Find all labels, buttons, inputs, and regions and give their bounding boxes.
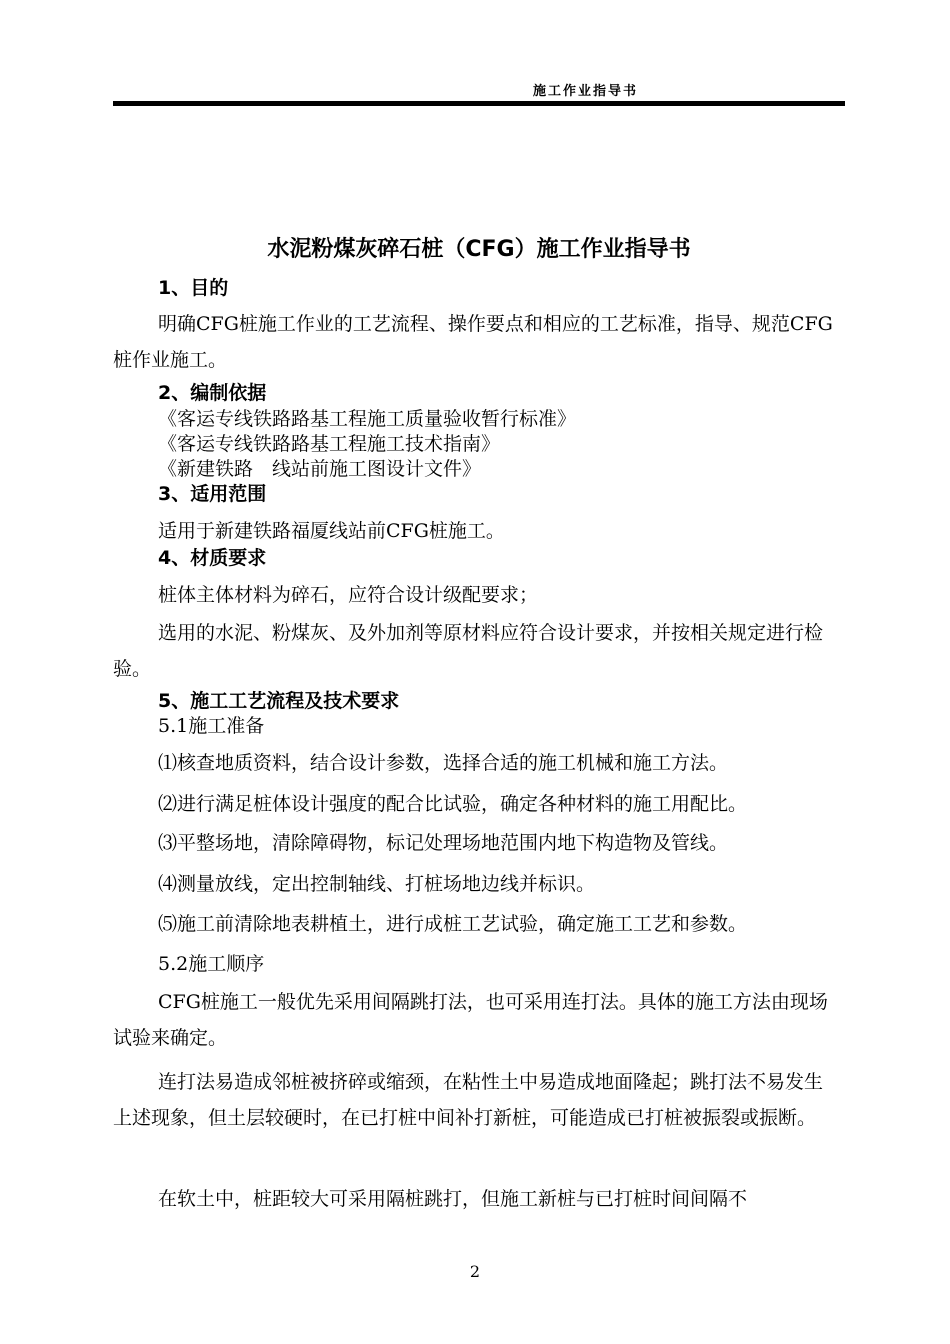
reference-item: 《客运专线铁路路基工程施工质量验收暂行标准》 — [158, 408, 577, 430]
sequence-paragraph: CFG桩施工一般优先采用间隔跳打法，也可采用连打法。具体的施工方法由现场试验来确定。 — [113, 991, 828, 1049]
running-header: 施工作业指导书 — [533, 84, 639, 99]
subsection-heading: 5.1施工准备 — [158, 715, 265, 737]
procedure-item: ⑴核查地质资料，结合设计参数，选择合适的施工机械和施工方法。 — [158, 752, 729, 774]
subsection-heading: 5.2施工顺序 — [158, 953, 265, 975]
reference-item: 《新建铁路 线站前施工图设计文件》 — [158, 458, 482, 480]
section-3-paragraph: 适用于新建铁路福厦线站前CFG桩施工。 — [158, 520, 505, 542]
section-3-heading: 3、适用范围 — [158, 483, 267, 505]
procedure-item: ⑷测量放线，定出控制轴线、打桩场地边线并标识。 — [158, 873, 596, 895]
sequence-paragraph: 连打法易造成邻桩被挤碎或缩颈，在粘性土中易造成地面隆起；跳打法不易发生上述现象，但土层较硬时，在已打桩中间补打新桩，可能造成已打桩被振裂或振断。 — [113, 1071, 824, 1129]
reference-item: 《客运专线铁路路基工程施工技术指南》 — [158, 433, 501, 455]
section-5-heading: 5、施工工艺流程及技术要求 — [158, 690, 400, 712]
document-title: 水泥粉煤灰碎石桩（CFG）施工作业指导书 — [267, 237, 691, 262]
section-4-paragraph: 桩体主体材料为碎石，应符合设计级配要求； — [158, 584, 539, 606]
section-1-paragraph: 明确CFG桩施工作业的工艺流程、操作要点和相应的工艺标准，指导、规范CFG桩作业施工。 — [113, 313, 833, 371]
page-number: 2 — [469, 1262, 481, 1281]
section-1-heading: 1、目的 — [158, 277, 229, 299]
procedure-item: ⑶平整场地，清除障碍物，标记处理场地范围内地下构造物及管线。 — [158, 832, 729, 854]
header-rule — [113, 101, 845, 106]
sequence-paragraph: 在软土中，桩距较大可采用隔桩跳打，但施工新桩与已打桩时间间隔不 — [158, 1188, 748, 1210]
procedure-item: ⑸施工前清除地表耕植土，进行成桩工艺试验，确定施工工艺和参数。 — [158, 913, 748, 935]
procedure-item: ⑵进行满足桩体设计强度的配合比试验，确定各种材料的施工用配比。 — [158, 793, 748, 815]
section-2-heading: 2、编制依据 — [158, 382, 267, 404]
section-4-paragraph: 选用的水泥、粉煤灰、及外加剂等原材料应符合设计要求，并按相关规定进行检验。 — [113, 622, 824, 680]
section-4-heading: 4、材质要求 — [158, 547, 267, 569]
